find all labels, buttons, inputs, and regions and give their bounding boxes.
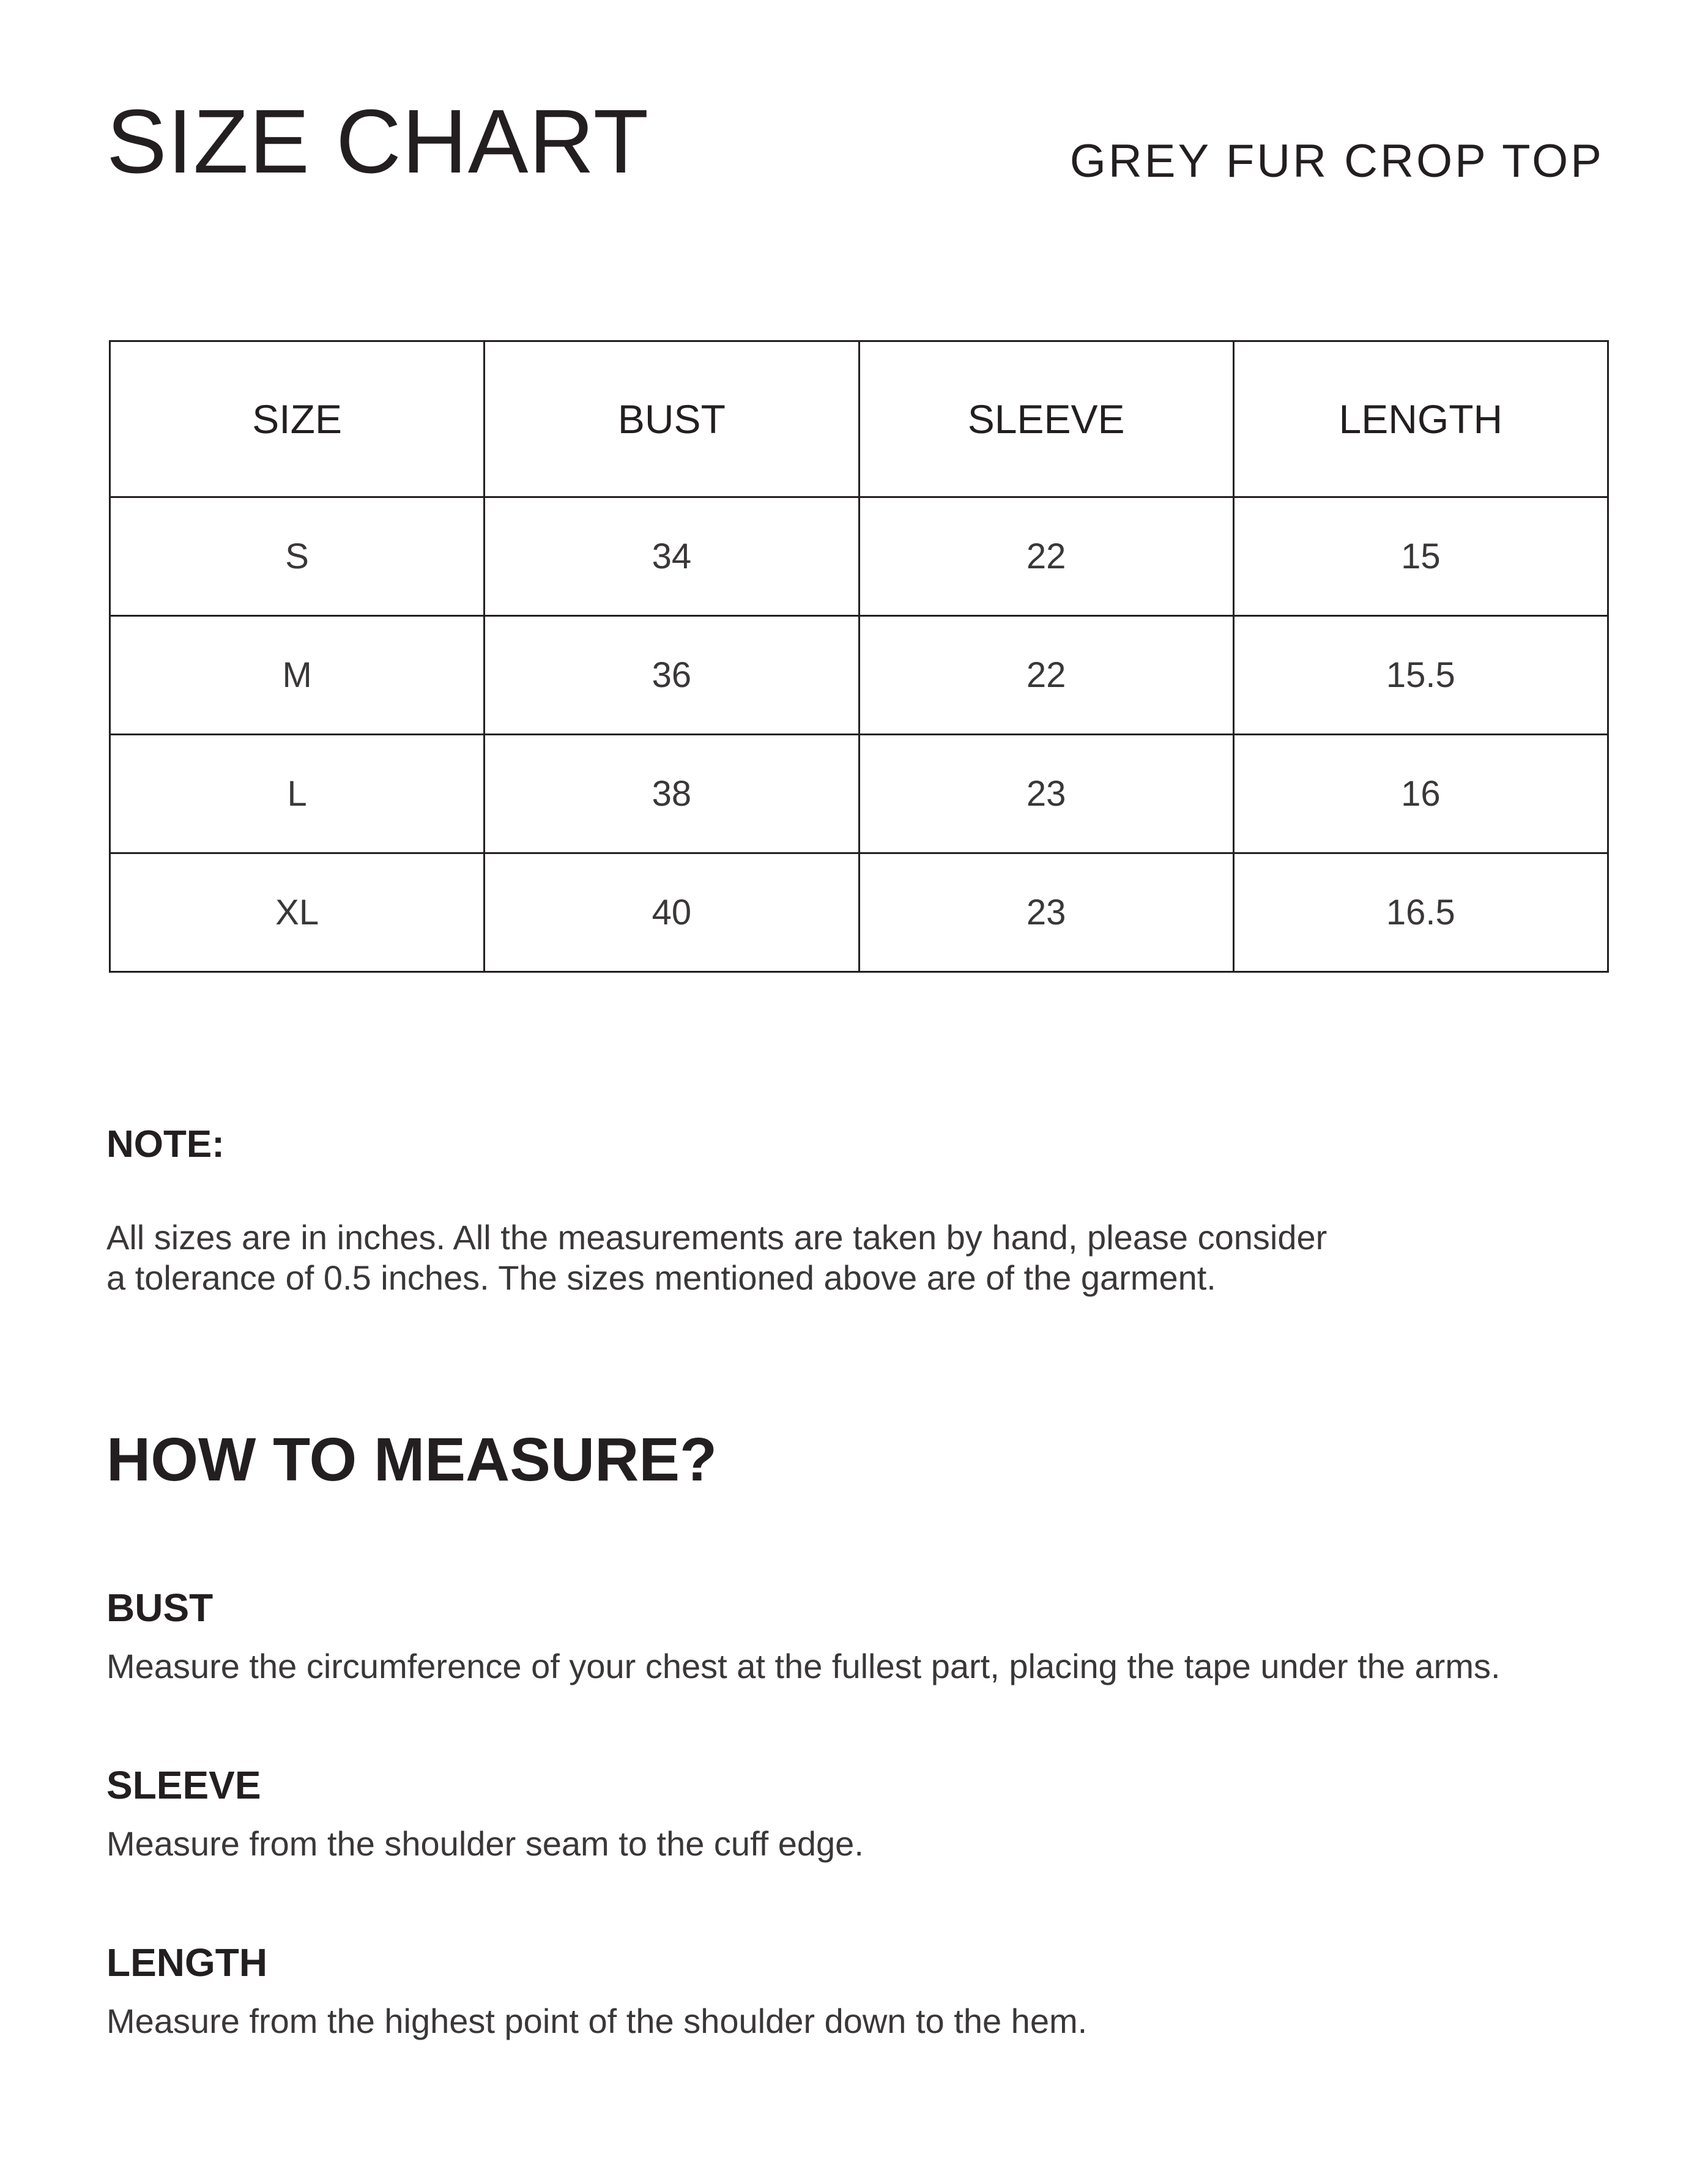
measure-item-length	[106, 1941, 1088, 2040]
cell-size: L	[110, 735, 485, 853]
measure-label-length: LENGTH	[106, 1941, 268, 1985]
cell-bust: 36	[485, 616, 859, 735]
product-name: GREY FUR CROP TOP	[1069, 135, 1604, 187]
cell-size: S	[110, 497, 485, 616]
cell-size: XL	[110, 853, 485, 972]
note-heading: NOTE:	[106, 1123, 225, 1165]
measure-label-sleeve: SLEEVE	[106, 1763, 261, 1807]
cell-bust: 40	[485, 853, 859, 972]
note-text: All sizes are in inches. All the measurements are taken by hand, please consider a tolerance of 0.5 inches. The sizes mentioned above are of the garment.	[106, 1218, 1327, 1297]
measure-item-sleeve	[106, 1763, 864, 1863]
how-to-measure-heading: HOW TO MEASURE?	[106, 1425, 718, 1494]
cell-bust: 38	[485, 735, 859, 853]
table-row	[110, 735, 1608, 853]
measure-text-sleeve: Measure from the shoulder seam to the cuff edge.	[106, 1824, 864, 1863]
table-row	[110, 853, 1608, 972]
cell-length: 15.5	[1233, 616, 1608, 735]
cell-sleeve: 22	[859, 616, 1233, 735]
cell-sleeve: 23	[859, 735, 1233, 853]
column-header-length: LENGTH	[1233, 341, 1608, 497]
cell-bust: 34	[485, 497, 859, 616]
measure-text-bust: Measure the circumference of your chest at the fullest part, placing the tape under the arms.	[106, 1647, 1501, 1685]
table-row	[110, 616, 1608, 735]
cell-length: 15	[1233, 497, 1608, 616]
cell-sleeve: 22	[859, 497, 1233, 616]
page-title: SIZE CHART	[106, 91, 650, 192]
cell-sleeve: 23	[859, 853, 1233, 972]
measure-item-bust	[106, 1586, 1501, 1685]
cell-size: M	[110, 616, 485, 735]
cell-length: 16.5	[1233, 853, 1608, 972]
table-header-row	[110, 341, 1608, 497]
column-header-sleeve: SLEEVE	[859, 341, 1233, 497]
column-header-bust: BUST	[485, 341, 859, 497]
table-row	[110, 497, 1608, 616]
measure-label-bust: BUST	[106, 1586, 214, 1630]
measure-text-length: Measure from the highest point of the shoulder down to the hem.	[106, 2002, 1088, 2040]
column-header-size: SIZE	[110, 341, 485, 497]
size-table	[109, 340, 1609, 973]
cell-length: 16	[1233, 735, 1608, 853]
